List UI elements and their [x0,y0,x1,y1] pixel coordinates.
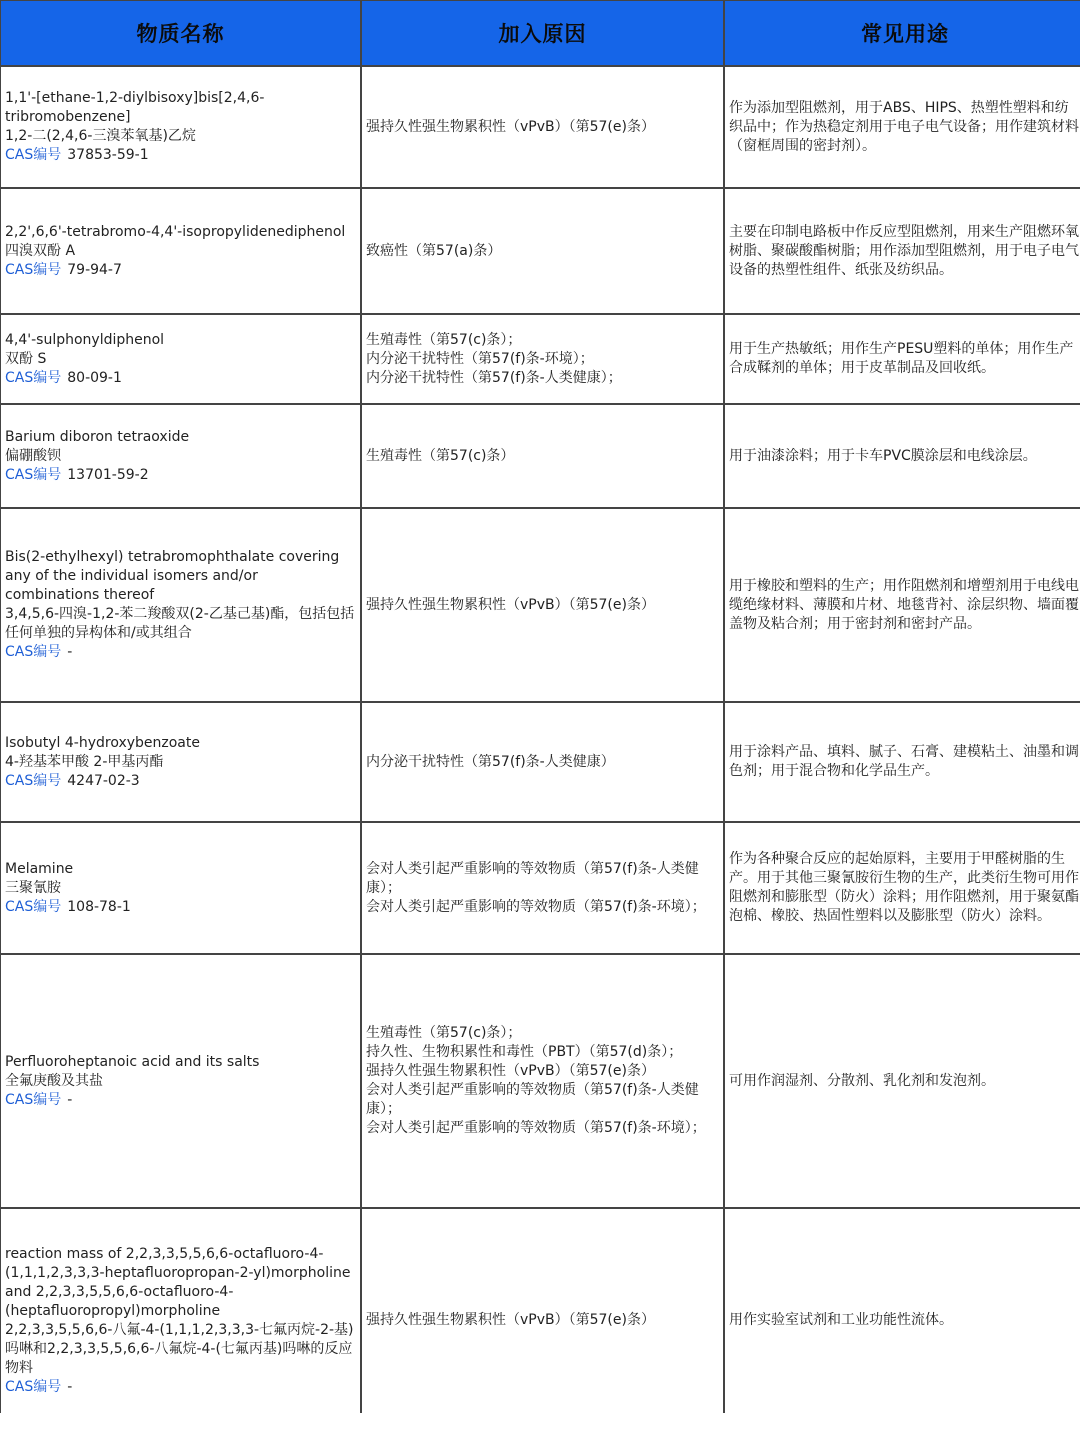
cell-substance-name [1,955,360,1207]
cell-substance-name [1,1209,360,1432]
substance-name-line: 四溴双酚 A [5,242,76,259]
substance-name-line: 三聚氰胺 [5,879,61,896]
reason-line: 生殖毒性（第57(c)条）； [366,331,522,348]
cas-label: CAS编号 [5,644,62,660]
cas-line [5,146,264,165]
reason-line: 强持久性强生物累积性（vPvB）（第57(e)条） [366,596,655,613]
reason-line: 内分泌干扰特性（第57(f)条-环境）； [366,350,594,367]
substance-name-line: combinations thereof [5,587,155,603]
cas-number: 13701-59-2 [67,466,149,483]
cas-number: 4247-02-3 [67,772,140,789]
reason-line: 会对人类引起严重影响的等效物质（第57(f)条-人类健康）； [366,860,699,896]
substance-name-line: 2,2',6,6'-tetrabromo-4,4'-isopropylidenediphenol [5,223,346,240]
usage-text: 用于油漆涂料；用于卡车PVC膜涂层和电线涂层。 [729,447,1037,464]
substance-name-line: 4-羟基苯甲酸 2-甲基丙酯 [5,753,164,770]
cas-line [5,466,189,485]
cas-label: CAS编号 [5,261,62,278]
cas-line [5,1091,259,1110]
reason-line: 会对人类引起严重影响的等效物质（第57(f)条-环境）； [366,1120,706,1136]
substance-name-line: Barium diboron tetraoxide [5,428,190,445]
cell-common-use [725,509,1080,701]
header-substance-name: 物质名称 [1,1,360,65]
cell-reason [362,703,723,821]
cas-line [5,772,200,791]
substance-name-line: tribromobenzene] [5,109,131,125]
substance-name-line: 全氟庚酸及其盐 [5,1072,103,1089]
substance-name-line: 偏硼酸钡 [5,447,61,464]
header-reason: 加入原因 [362,1,723,65]
reason-line: 持久性、生物积累性和毒性（PBT）（第57(d)条）； [366,1044,683,1060]
cas-label: CAS编号 [5,1378,62,1395]
reason-line: 内分泌干扰特性（第57(f)条-人类健康） [366,753,615,770]
cell-substance-name [1,189,360,313]
usage-text: 用于涂料产品、填料、腻子、石膏、建模粘土、油墨和调色剂；用于混合物和化学品生产。 [729,744,1079,779]
substance-name-line: Bis(2-ethylhexyl) tetrabromophthalate covering [5,549,340,565]
cell-substance-name [1,405,360,507]
usage-text: 可用作润湿剂、分散剂、乳化剂和发泡剂。 [729,1072,995,1089]
cell-substance-name [1,67,360,187]
substance-name-line: Isobutyl 4-hydroxybenzoate [5,734,200,751]
cas-number: - [67,644,73,660]
usage-text: 用于生产热敏纸；用作生产PESU塑料的单体；用作生产合成鞣剂的单体；用于皮革制品及回收纸。 [729,341,1074,376]
cas-line [5,1378,356,1397]
substance-name-line: any of the individual isomers and/or [5,568,258,584]
cell-reason [362,67,723,187]
cell-reason [362,1209,723,1432]
cas-number: 80-09-1 [67,369,122,386]
cell-common-use [725,823,1080,953]
reason-line: 生殖毒性（第57(c)条） [366,447,515,464]
usage-text: 作为各种聚合反应的起始原料，主要用于甲醛树脂的生产。用于其他三聚氰胺衍生物的生产，此类衍生物可用作阻燃剂和膨胀型（防火）涂料；用作阻燃剂，用于聚氨酯泡棉、橡胶、热固性塑料以及膨胀型（防火）涂料。 [729,851,1079,924]
cas-label: CAS编号 [5,466,62,483]
substance-name-line: 2,2,3,3,5,5,6,6-八氟-4-(1,1,1,2,3,3,3-七氟丙烷-2-基)吗啉和2,2,3,3,5,5,6,6-八氟烷-4-(七氟丙基)吗啉的反应物料 [5,1321,354,1376]
cas-number: 37853-59-1 [67,147,149,163]
cell-reason [362,405,723,507]
reason-line: 会对人类引起严重影响的等效物质（第57(f)条-环境）； [366,898,706,915]
reason-line: 强持久性强生物累积性（vPvB）（第57(e)条） [366,1312,655,1328]
cell-substance-name [1,509,360,701]
cell-reason [362,955,723,1207]
cas-label: CAS编号 [5,369,62,386]
cell-common-use [725,315,1080,403]
cas-number: 108-78-1 [67,898,131,915]
reason-line: 强持久性强生物累积性（vPvB）（第57(e)条） [366,118,655,135]
cas-number: 79-94-7 [67,261,122,278]
cell-common-use [725,955,1080,1207]
cell-reason [362,189,723,313]
reason-line: 强持久性强生物累积性（vPvB）（第57(e)条） [366,1063,655,1079]
cas-line [5,643,356,662]
cell-common-use [725,405,1080,507]
cas-line [5,898,131,917]
reason-line: 内分泌干扰特性（第57(f)条-人类健康）； [366,369,622,386]
cell-common-use [725,189,1080,313]
substance-name-line: 1,2-二(2,4,6-三溴苯氧基)乙烷 [5,128,196,144]
cas-number: - [67,1378,73,1395]
substance-name-line: 3,4,5,6-四溴-1,2-苯二羧酸双(2-乙基己基)酯，包括包括任何单独的异构体和/或其组合 [5,606,355,641]
substance-name-line: Perfluoroheptanoic acid and its salts [5,1053,260,1070]
cell-reason [362,509,723,701]
cell-reason [362,823,723,953]
substance-name-line: Melamine [5,860,74,877]
header-common-use: 常见用途 [725,1,1080,65]
cas-label: CAS编号 [5,772,62,789]
cas-number: - [67,1091,73,1108]
cas-label: CAS编号 [5,1091,62,1108]
substance-name-line: 1,1'-[ethane-1,2-diylbisoxy]bis[2,4,6- [5,90,265,106]
reason-line: 致癌性（第57(a)条） [366,242,502,259]
substance-name-line: 双酚 S [5,350,47,367]
cas-label: CAS编号 [5,898,62,915]
reason-line: 生殖毒性（第57(c)条）； [366,1025,522,1041]
cas-line [5,369,164,388]
usage-text: 作为添加型阻燃剂，用于ABS、HIPS、热塑性塑料和纺织品中；作为热稳定剂用于电子电气设备；用作建筑材料（窗框周围的密封剂）。 [729,99,1079,154]
cell-common-use [725,1209,1080,1432]
usage-text: 用于橡胶和塑料的生产；用作阻燃剂和增塑剂用于电线电缆绝缘材料、薄膜和片材、地毯背衬、涂层织物、墙面覆盖物及粘合剂；用于密封剂和密封产品。 [729,577,1079,632]
cell-common-use [725,67,1080,187]
cell-common-use [725,703,1080,821]
cell-substance-name [1,703,360,821]
cas-label: CAS编号 [5,147,62,163]
cas-line [5,261,345,280]
cell-substance-name [1,823,360,953]
cell-reason [362,315,723,403]
usage-text: 主要在印制电路板中作反应型阻燃剂，用来生产阻燃环氧树脂、聚碳酸酯树脂；用作添加型阻燃剂，用于电子电气设备的热塑性组件、纸张及纺织品。 [729,223,1079,278]
substance-name-line: reaction mass of 2,2,3,3,5,5,6,6-octafluoro-4-(1,1,1,2,3,3,3-heptafluoropropan-2-yl)morpholine and 2,2,3,3,5,5,6,6-octafluoro-4-(heptafluoropropyl)morpholine [5,1245,351,1319]
cell-substance-name [1,315,360,403]
reason-line: 会对人类引起严重影响的等效物质（第57(f)条-人类健康）； [366,1082,699,1117]
usage-text: 用作实验室试剂和工业功能性流体。 [729,1312,953,1328]
substance-name-line: 4,4'-sulphonyldiphenol [5,331,165,348]
